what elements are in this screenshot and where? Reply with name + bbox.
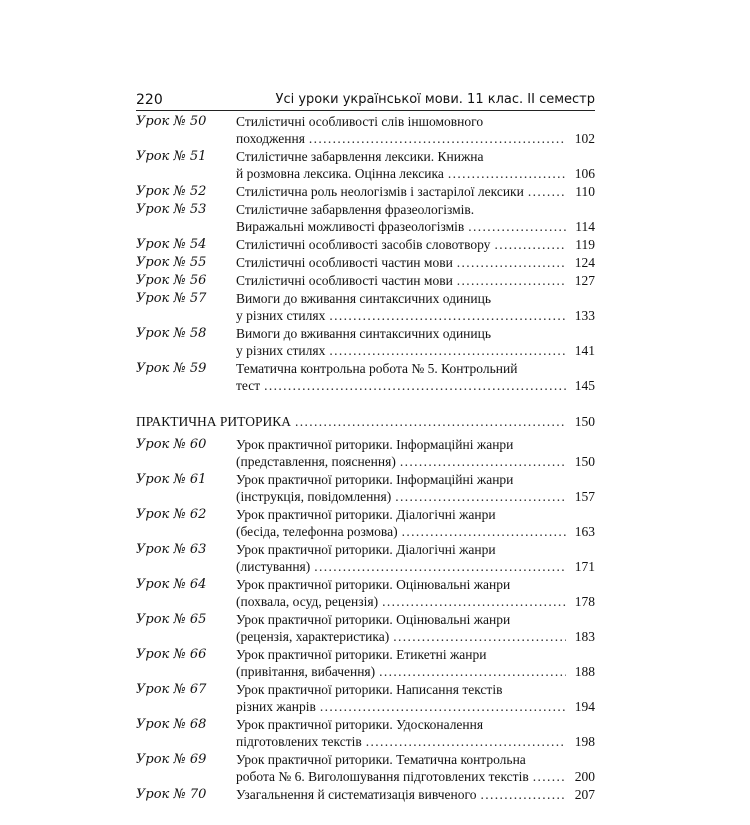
page-ref: 110: [575, 184, 595, 199]
dot-leader: [494, 236, 566, 253]
entry-title-line-final: [236, 523, 595, 540]
entry-title-text: Узагальнення й систематизація вивченого: [236, 787, 477, 802]
entry-title-text: (бесіда, телефонна розмова): [236, 524, 398, 539]
entry-title-text: походження: [236, 131, 305, 146]
entry-title-line: Стилістичні особливості слів іншомовного: [236, 114, 484, 129]
page-ref: 119: [575, 237, 595, 252]
lesson-label: Урок № 66: [136, 647, 207, 662]
toc-section-heading: [136, 413, 595, 430]
entry-title-line-final: [236, 733, 595, 750]
dot-leader: [264, 377, 566, 394]
entry-title-text: у різних стилях: [236, 308, 326, 323]
entry-title-line-final: [236, 593, 595, 610]
page-ref: 150: [574, 454, 595, 469]
page-number: 220: [136, 92, 163, 108]
entry-title: [236, 681, 595, 715]
entry-title-line-final: [236, 236, 595, 253]
dot-leader: [382, 593, 566, 610]
dot-leader: [468, 218, 566, 235]
entry-title-text: підготовлених текстів: [236, 734, 362, 749]
entry-title: [236, 201, 595, 235]
toc-entry: [136, 290, 595, 324]
entry-title-text: ПРАКТИЧНА РИТОРИКА: [136, 414, 292, 429]
entry-title-line: Урок практичної риторики. Діалогічні жанри: [236, 507, 496, 522]
toc-entry: [136, 254, 595, 271]
toc-entry: [136, 611, 595, 645]
toc-entry: [136, 716, 595, 750]
page-ref: 200: [574, 769, 595, 784]
lesson-label: Урок № 52: [136, 184, 207, 199]
entry-title-line: Вимоги до вживання синтаксичних одиниць: [236, 326, 491, 341]
entry-title-line-final: [236, 488, 595, 505]
toc-entry: [136, 751, 595, 785]
entry-title-line-final: [236, 218, 595, 235]
entry-title-line-final: [236, 663, 595, 680]
entry-title: [236, 716, 595, 750]
lesson-label: Урок № 59: [136, 361, 207, 376]
page-ref: 102: [574, 131, 595, 146]
lesson-label: Урок № 62: [136, 507, 207, 522]
toc-entry: [136, 541, 595, 575]
entry-title-line: Урок практичної риторики. Написання текстів: [236, 682, 503, 697]
entry-title: [236, 576, 595, 610]
entry-title-line-final: [236, 628, 595, 645]
entry-title-text: Стилістична роль неологізмів і застарілої лексики: [236, 184, 524, 199]
entry-title: [236, 254, 595, 271]
lesson-label: Урок № 57: [136, 291, 207, 306]
entry-title-line-final: [236, 254, 595, 271]
page-ref: 194: [574, 699, 595, 714]
running-header-title: Усі уроки української мови. 11 клас. ІІ семестр: [275, 92, 595, 107]
lesson-label: Урок № 55: [136, 255, 207, 270]
toc-entry: [136, 236, 595, 253]
entry-title: [236, 436, 595, 470]
entry-title: [236, 113, 595, 147]
entry-title: [236, 786, 595, 803]
entry-title: [236, 272, 595, 289]
entry-title: [236, 325, 595, 359]
entry-title-text: й розмовна лексика. Оцінна лексика: [236, 166, 444, 181]
entry-title-text: робота № 6. Виголошування підготовлених текстів: [236, 769, 529, 784]
lesson-label: Урок № 51: [136, 149, 207, 164]
entry-title: [236, 290, 595, 324]
toc-entry: [136, 360, 595, 394]
dot-leader: [329, 342, 566, 359]
dot-leader: [309, 130, 566, 147]
page-ref: 198: [574, 734, 595, 749]
page-ref: 188: [574, 664, 595, 679]
entry-title-line-final: [236, 768, 595, 785]
lesson-label: Урок № 56: [136, 273, 207, 288]
entry-title-line-final: [236, 453, 595, 470]
page-ref: 157: [574, 489, 595, 504]
entry-title: [236, 646, 595, 680]
entry-title: [236, 506, 595, 540]
lesson-label: Урок № 70: [136, 787, 207, 802]
entry-title: [236, 148, 595, 182]
entry-title-line-final: [236, 130, 595, 147]
entry-title-text: Стилістичні особливості засобів словотвору: [236, 237, 491, 252]
entry-title-line-final: [236, 786, 595, 803]
toc-entry: [136, 325, 595, 359]
dot-leader: [393, 628, 566, 645]
lesson-label: Урок № 67: [136, 682, 207, 697]
entry-title-text: тест: [236, 378, 261, 393]
page-ref: 106: [574, 166, 595, 181]
dot-leader: [528, 183, 566, 200]
toc-entry: [136, 148, 595, 182]
entry-title: [236, 541, 595, 575]
page-ref: 183: [574, 629, 595, 644]
entry-title-text: у різних стилях: [236, 343, 326, 358]
page-ref: 127: [574, 273, 595, 288]
entry-title: [236, 471, 595, 505]
entry-title-line: Урок практичної риторики. Оцінювальні жанри: [236, 577, 511, 592]
toc-entry: [136, 646, 595, 680]
entry-title-text: різних жанрів: [236, 699, 316, 714]
lesson-label: Урок № 68: [136, 717, 207, 732]
toc-entry: [136, 786, 595, 803]
dot-leader: [366, 733, 566, 750]
header-rule: [136, 110, 595, 111]
entry-title-line-final: [236, 272, 595, 289]
entry-title-line-final: [236, 307, 595, 324]
toc-entry: [136, 471, 595, 505]
dot-leader: [379, 663, 566, 680]
entry-title-line-final: [236, 165, 595, 182]
entry-title-text: (інструкція, повідомлення): [236, 489, 392, 504]
entry-title: [136, 413, 595, 430]
entry-title-text: (привітання, вибачення): [236, 664, 376, 679]
dot-leader: [448, 165, 566, 182]
page-ref: 133: [574, 308, 595, 323]
dot-leader: [314, 558, 566, 575]
toc-entry: [136, 272, 595, 289]
entry-title-text: Стилістичні особливості частин мови: [236, 255, 453, 270]
entry-title-text: Стилістичні особливості частин мови: [236, 273, 453, 288]
entry-title-line-final: [236, 558, 595, 575]
toc-entry: [136, 113, 595, 147]
dot-leader: [402, 523, 566, 540]
lesson-label: Урок № 64: [136, 577, 207, 592]
toc-entry: [136, 506, 595, 540]
entry-title-line: Вимоги до вживання синтаксичних одиниць: [236, 291, 491, 306]
page-ref: 141: [574, 343, 595, 358]
page-ref: 178: [574, 594, 595, 609]
entry-title-text: (представлення, пояснення): [236, 454, 396, 469]
lesson-label: Урок № 50: [136, 114, 207, 129]
toc-entry: [136, 576, 595, 610]
entry-title-text: (рецензія, характеристика): [236, 629, 390, 644]
entry-title: [236, 236, 595, 253]
page-ref: 124: [574, 255, 595, 270]
entry-title-line: Урок практичної риторики. Діалогічні жанри: [236, 542, 496, 557]
table-of-contents: [136, 113, 595, 804]
dot-leader: [457, 254, 566, 271]
entry-title-line-final: [236, 377, 595, 394]
dot-leader: [533, 768, 566, 785]
entry-title-line: Урок практичної риторики. Інформаційні жанри: [236, 472, 514, 487]
lesson-label: Урок № 58: [136, 326, 207, 341]
entry-title-text: (листування): [236, 559, 311, 574]
entry-title-text: Виражальні можливості фразеологізмів: [236, 219, 465, 234]
dot-leader: [295, 413, 566, 430]
lesson-label: Урок № 63: [136, 542, 207, 557]
entry-title-line: Урок практичної риторики. Оцінювальні жанри: [236, 612, 511, 627]
entry-title-text: (похвала, осуд, рецензія): [236, 594, 379, 609]
lesson-label: Урок № 61: [136, 472, 207, 487]
dot-leader: [480, 786, 566, 803]
lesson-label: Урок № 65: [136, 612, 207, 627]
lesson-label: Урок № 69: [136, 752, 207, 767]
page-ref: 163: [574, 524, 595, 539]
toc-entry: [136, 183, 595, 200]
lesson-label: Урок № 53: [136, 202, 207, 217]
entry-title: [236, 183, 595, 200]
entry-title: [236, 751, 595, 785]
lesson-label: Урок № 60: [136, 437, 207, 452]
entry-title-line: Урок практичної риторики. Удосконалення: [236, 717, 484, 732]
toc-entry: [136, 201, 595, 235]
entry-title-line: Урок практичної риторики. Інформаційні жанри: [236, 437, 514, 452]
page-ref: 171: [574, 559, 595, 574]
entry-title-line: Стилістичне забарвлення фразеологізмів.: [236, 202, 475, 217]
lesson-label: Урок № 54: [136, 237, 207, 252]
entry-title-line-final: [236, 698, 595, 715]
dot-leader: [457, 272, 566, 289]
entry-title: [236, 611, 595, 645]
dot-leader: [329, 307, 566, 324]
toc-entry: [136, 681, 595, 715]
entry-title-line-final: [236, 183, 595, 200]
entry-title: [236, 360, 595, 394]
entry-title-line-final: [236, 342, 595, 359]
dot-leader: [395, 488, 566, 505]
dot-leader: [400, 453, 566, 470]
page-ref: 114: [575, 219, 595, 234]
dot-leader: [320, 698, 566, 715]
entry-title-line: Стилістичне забарвлення лексики. Книжна: [236, 149, 484, 164]
entry-title-line: Урок практичної риторики. Етикетні жанри: [236, 647, 487, 662]
page-ref: 207: [574, 787, 595, 802]
entry-title-line-final: [136, 413, 595, 430]
toc-entry: [136, 436, 595, 470]
page-ref: 145: [574, 378, 595, 393]
entry-title-line: Урок практичної риторики. Тематична контрольна: [236, 752, 526, 767]
entry-title-line: Тематична контрольна робота № 5. Контрольний: [236, 361, 518, 376]
page-ref: 150: [574, 414, 595, 429]
